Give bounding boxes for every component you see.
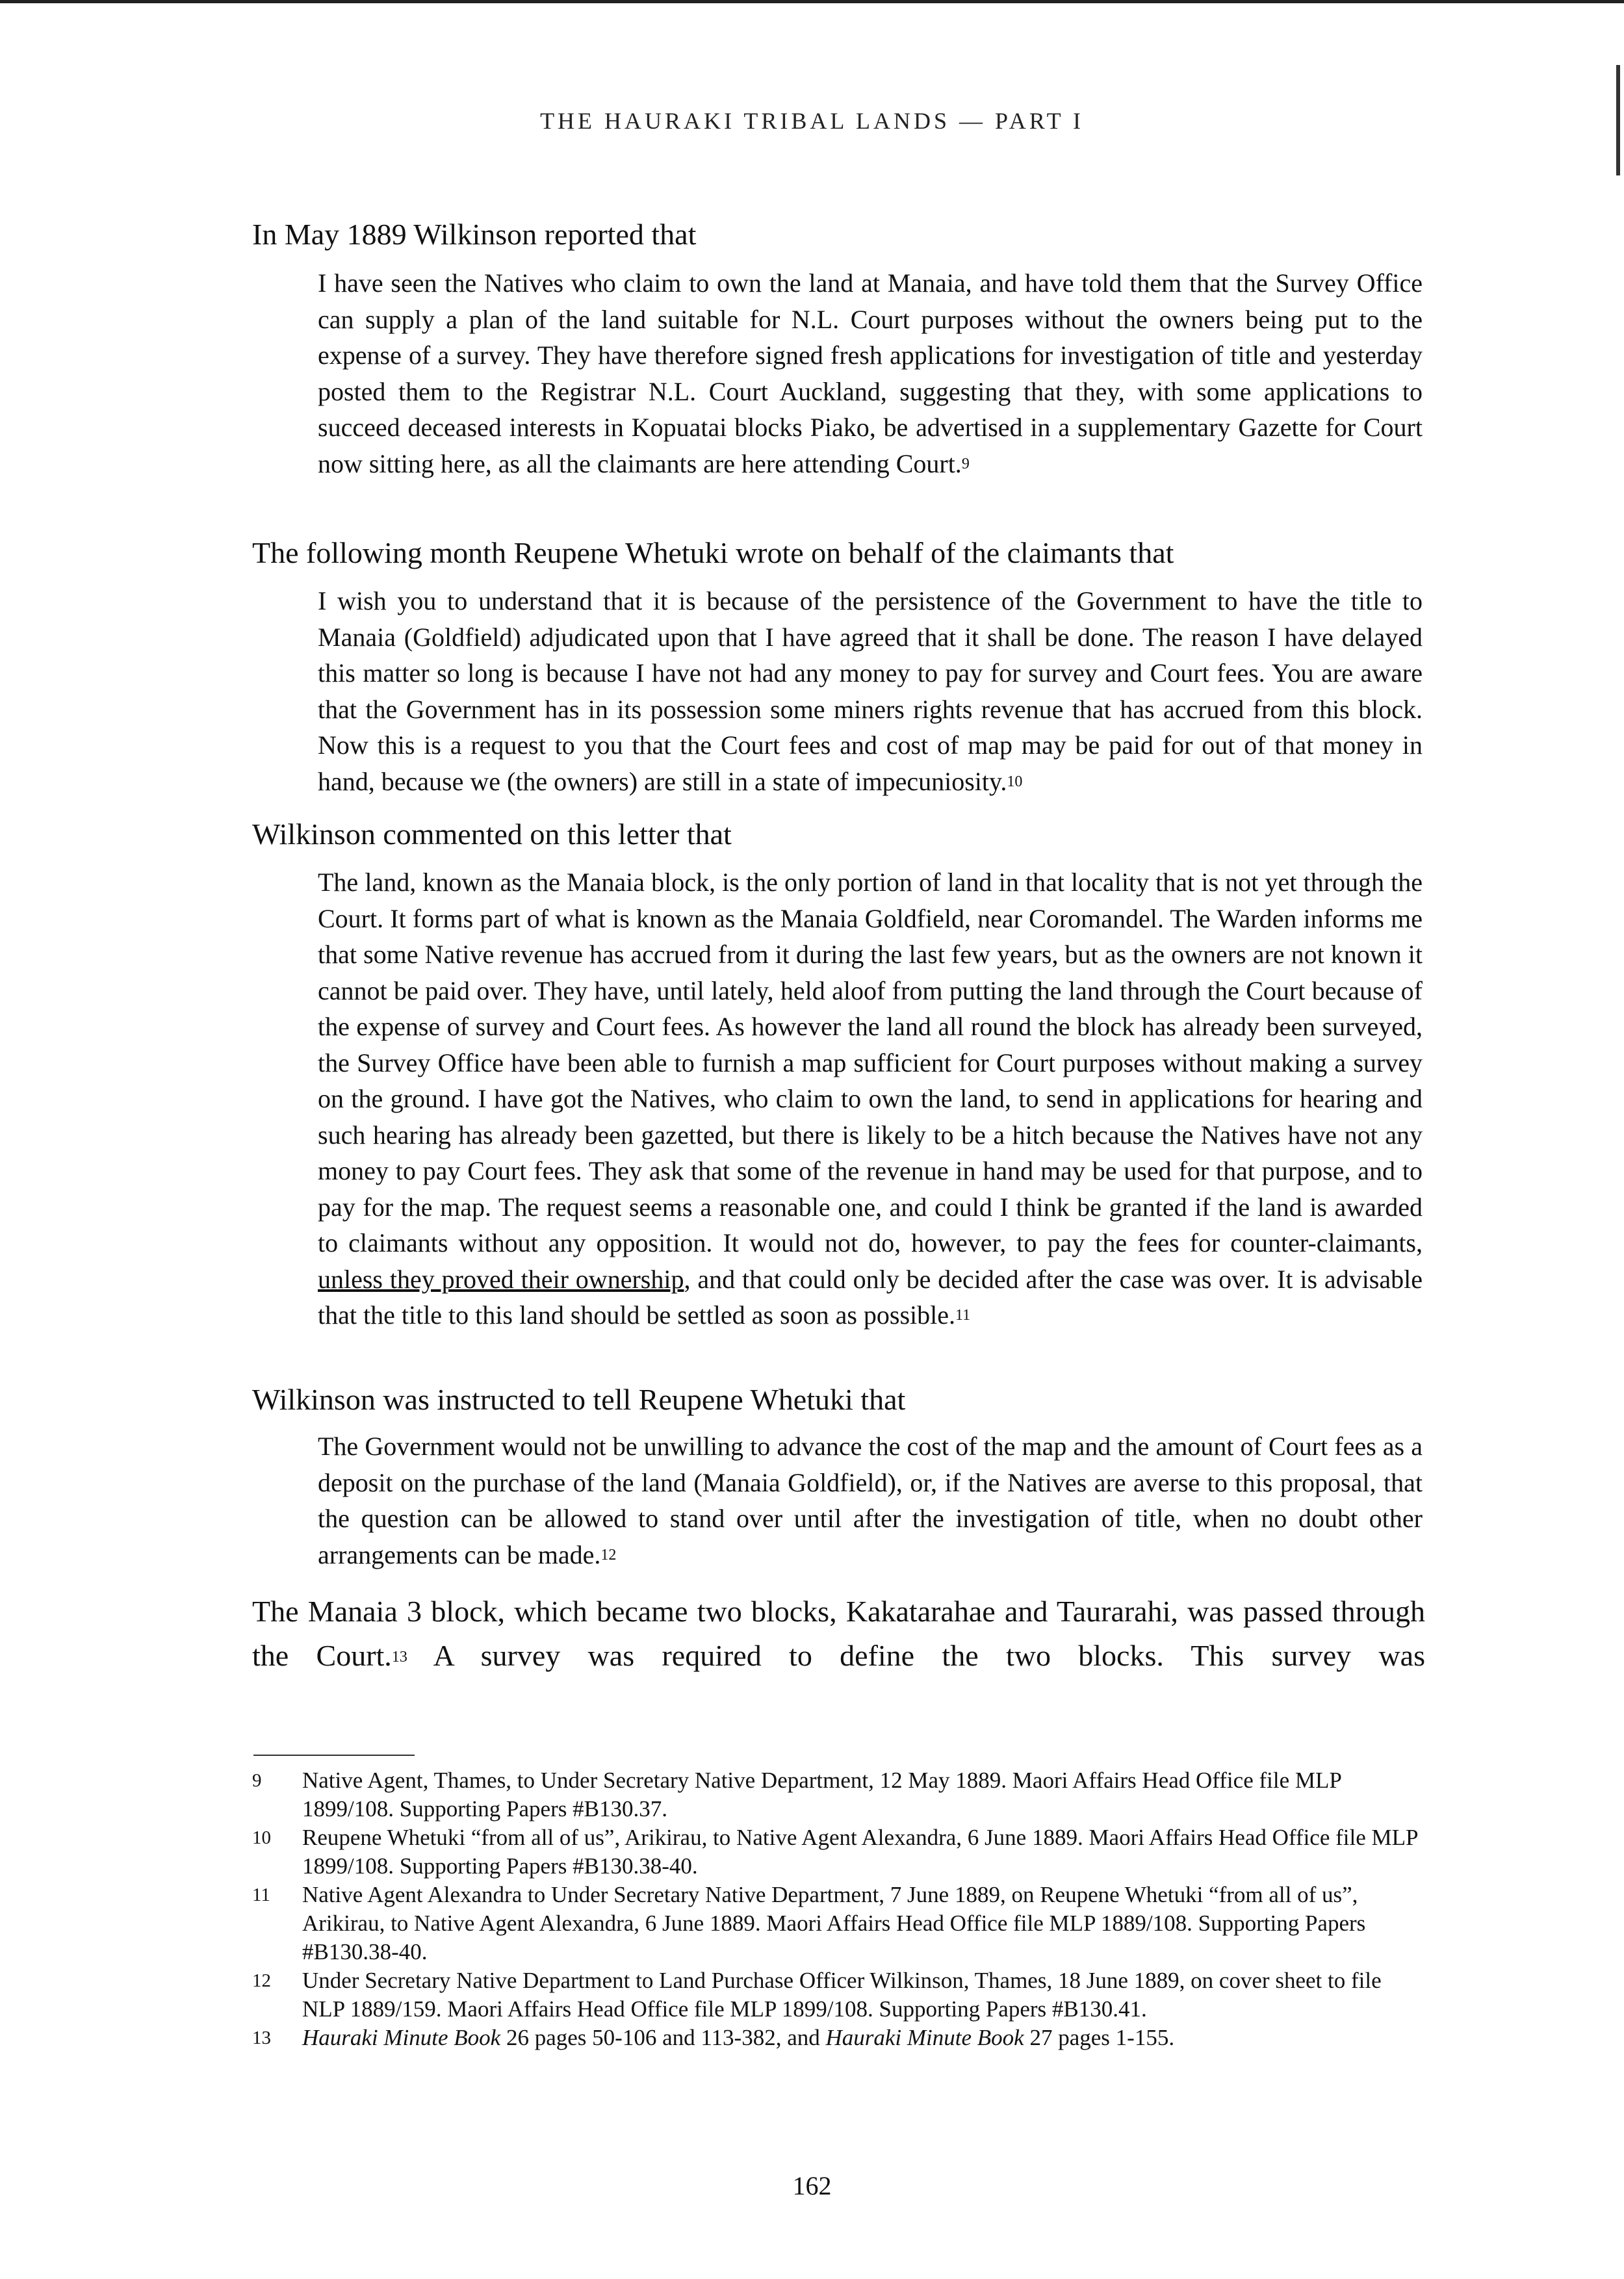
footnote-text: Native Agent Alexandra to Under Secretary Native Department, 7 June 1889, on Reupene Whetuki “from all of us”, Arikirau, to Native Agent Alexandra, 6 June 1889. Maori Affairs Head Office file MLP 1889/108. Supporting Papers #B130.38-40. <box>302 1882 1366 1964</box>
footnote-text: Native Agent, Thames, to Under Secretary Native Department, 12 May 1889. Maori Affairs Head Office file MLP 1899/108. Supporting Papers #B130.37. <box>302 1768 1341 1822</box>
block-quote-1 <box>318 265 1423 482</box>
running-head: THE HAURAKI TRIBAL LANDS — PART I <box>540 108 1084 134</box>
footnote-ref-10: 10 <box>1007 773 1023 790</box>
block-quote-3 <box>318 864 1423 1333</box>
footnote-number: 9 <box>252 1770 262 1791</box>
footnote-number: 10 <box>252 1827 271 1848</box>
intro-paragraph-2: The following month Reupene Whetuki wrote on behalf of the claimants that <box>252 536 1174 569</box>
body-paragraph <box>252 1590 1425 1678</box>
intro-paragraph-1: In May 1889 Wilkinson reported that <box>252 218 697 251</box>
footnote-ref-9: 9 <box>961 455 970 472</box>
body-text-part2: A survey was required to define the two blocks. This survey was <box>407 1639 1425 1672</box>
footnote-9 <box>252 1766 1428 1823</box>
quote-1-text: I have seen the Natives who claim to own the land at Manaia, and have told them that the Survey Office can supply a plan of the land suitable for N.L. Court purposes without the owners being put to the expense of a survey. They have therefore signed fresh applications for investigation of title and yesterday posted them to the Registrar N.L. Court Auckland, suggesting that they, with some applications to succeed deceased interests in Kopuatai blocks Piako, be advertised in a supplementary Gazette for Court now sitting here, as all the claimants are here attending Court. <box>318 268 1423 478</box>
footnote-book-title: Hauraki Minute Book <box>302 2025 501 2050</box>
quote-2-text: I wish you to understand that it is because of the persistence of the Government to have the title to Manaia (Goldfield) adjudicated upon that I have agreed that it shall be done. The reason I have delayed this matter so long is because I have not had any money to pay for survey and Court fees. You are aware that the Government has in its possession some miners rights revenue that has accrued from this block. Now this is a request to you that the Court fees and cost of map may be paid for out of that money in hand, because we (the owners) are still in a state of impecuniosity. <box>318 586 1423 796</box>
page-top-rule <box>0 0 1624 3</box>
quote-3-text-part2: , and that could only be decided after the case was over. It is advisable that the title to this land should be settled as soon as possible. <box>318 1264 1423 1330</box>
footnote-10 <box>252 1823 1428 1881</box>
quote-3-underlined-text: unless they proved their ownership <box>318 1264 684 1294</box>
block-quote-4 <box>318 1428 1423 1573</box>
footnote-12 <box>252 1966 1428 2024</box>
intro-paragraph-4: Wilkinson was instructed to tell Reupene Whetuki that <box>252 1383 906 1416</box>
footnote-ref-11: 11 <box>955 1307 971 1324</box>
block-quote-2 <box>318 583 1423 799</box>
footnote-separator <box>253 1755 415 1756</box>
footnote-number: 13 <box>252 2028 271 2048</box>
footnote-number: 12 <box>252 1970 271 1991</box>
footnote-13 <box>252 2024 1428 2052</box>
intro-paragraph-3: Wilkinson commented on this letter that <box>252 818 732 851</box>
quote-4-text: The Government would not be unwilling to advance the cost of the map and the amount of Court fees as a deposit on the purchase of the land (Manaia Goldfield), or, if the Natives are averse to this proposal, that the question can be allowed to stand over until after the investigation of title, when no doubt other arrangements can be made. <box>318 1432 1423 1569</box>
footnote-ref-12: 12 <box>600 1546 617 1564</box>
footnote-text: 27 pages 1-155. <box>1024 2025 1175 2050</box>
footnote-text: 26 pages 50-106 and 113-382, and <box>500 2025 826 2050</box>
page-number: 162 <box>792 2171 832 2200</box>
quote-3-text-part1: The land, known as the Manaia block, is the only portion of land in that locality that is not yet through the Court. It forms part of what is known as the Manaia Goldfield, near Coromandel. The Warden informs me that some Native revenue has accrued from it during the last few years, but as the owners are not known it cannot be paid over. They have, until lately, held aloof from putting the land through the Court because of the expense of survey and Court fees. As however the land all round the block has already been surveyed, the Survey Office have been able to furnish a map sufficient for Court purposes without making a survey on the ground. I have got the Natives, who claim to own the land, to send in applications for hearing and such hearing has already been gazetted, but there is likely to be a hitch because the Natives have not any money to pay Court fees. They ask that some of the revenue in hand may be used for that purpose, and to pay for the map. The request seems a reasonable one, and could I think be granted if the land is awarded to claimants without any opposition. It would not do, however, to pay the fees for counter-claimants, <box>318 868 1423 1257</box>
footnote-11 <box>252 1881 1428 1966</box>
footnotes <box>252 1766 1428 2052</box>
body-text-part1: The Manaia 3 block, which became two blocks, Kakatarahae and Taurarahi, was passed through the Court. <box>252 1595 1425 1672</box>
footnote-text: Reupene Whetuki “from all of us”, Arikirau, to Native Agent Alexandra, 6 June 1889. Maori Affairs Head Office file MLP 1899/108. Supporting Papers #B130.38-40. <box>302 1825 1418 1879</box>
footnote-ref-13: 13 <box>391 1649 407 1666</box>
footnote-number: 11 <box>252 1885 270 1905</box>
footnote-text: Under Secretary Native Department to Land Purchase Officer Wilkinson, Thames, 18 June 1889, on cover sheet to file NLP 1889/159. Maori Affairs Head Office file MLP 1899/108. Supporting Papers #B130.41. <box>302 1968 1382 2022</box>
footnote-book-title: Hauraki Minute Book <box>825 2025 1024 2050</box>
